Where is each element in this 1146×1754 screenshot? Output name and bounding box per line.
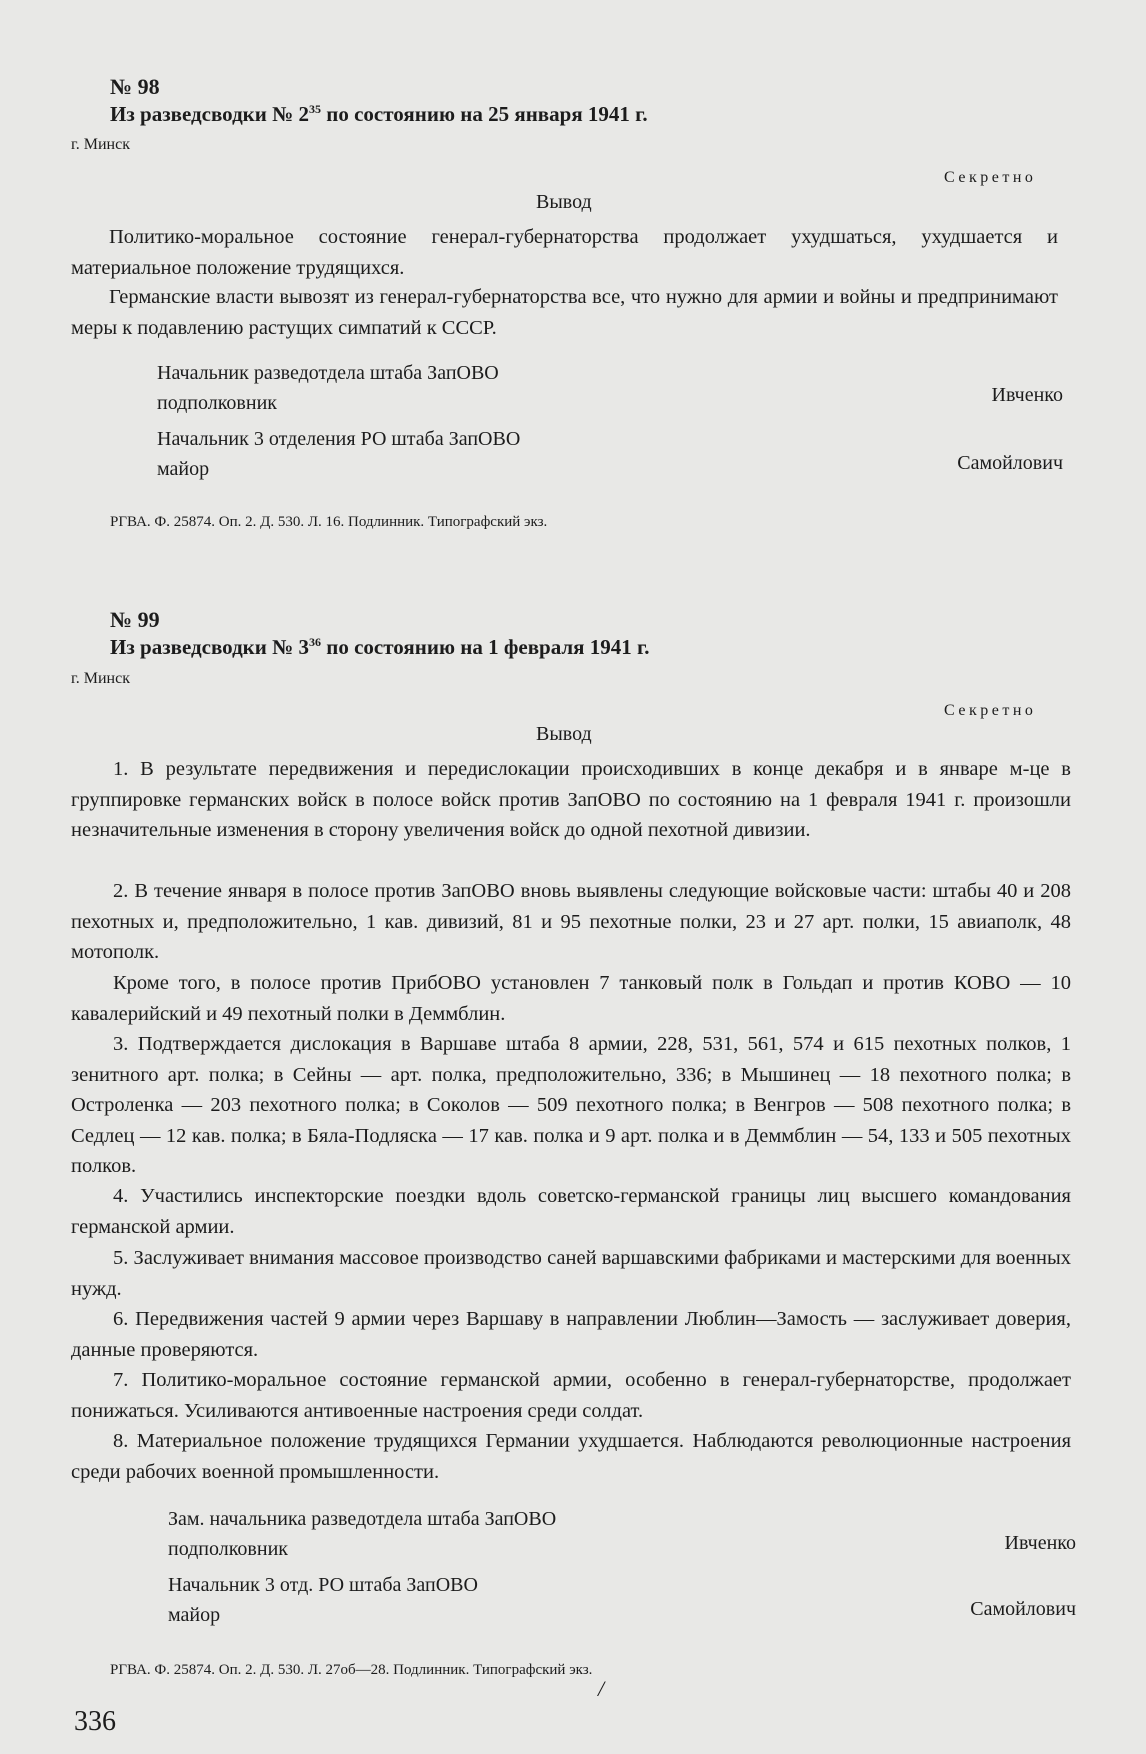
doc99-signature-2-name: Самойлович — [970, 1598, 1076, 1620]
handwritten-mark: / — [598, 1676, 605, 1701]
doc99-place: г. Минск — [71, 670, 130, 687]
doc98-signature-2-title: Начальник 3 отделения РО штаба ЗапОВО — [157, 428, 521, 450]
doc98-place: г. Минск — [71, 136, 130, 153]
doc98-signature-1-name: Ивченко — [991, 384, 1063, 406]
page-number: 336 — [74, 1706, 116, 1737]
doc98-signature-1-title: Начальник разведотдела штаба ЗапОВО — [157, 362, 499, 384]
doc99-source: РГВА. Ф. 25874. Оп. 2. Д. 530. Л. 27об—28. Подлинник. Типографский экз. — [110, 1662, 593, 1678]
doc99-paragraph-5: 4. Участились инспекторские поездки вдоль советско-германской границы лиц высшего командования германской армии. — [71, 1185, 1071, 1238]
doc98-number: № 98 — [110, 74, 160, 99]
doc99-paragraph-6: 5. Заслуживает внимания массовое производство саней варшавскими фабриками и мастерскими для военных нужд. — [71, 1247, 1071, 1300]
doc99-signature-2-title: Начальник 3 отд. РО штаба ЗапОВО — [168, 1574, 478, 1596]
doc99-signature-1-name: Ивченко — [1004, 1532, 1076, 1554]
doc98-signature-2-name: Самойлович — [957, 452, 1063, 474]
doc99-secrecy: Секретно — [944, 702, 1037, 719]
doc99-paragraph-3: Кроме того, в полосе против ПрибОВО установлен 7 танковый полк в Гольдап и против КОВО — 10 кавалерийский и 49 пехотный полки в Деммблин. — [71, 972, 1071, 1025]
doc98-paragraph-2: Германские власти вывозят из генерал-губернаторства все, что нужно для армии и войны и предпринимают меры к подавлению растущих симпатий к СССР. — [71, 286, 1058, 339]
doc99-paragraph-1: 1. В результате передвижения и передислокации происходивших в конце декабря и в январе м-це в группировке германских войск в полосе войск против ЗапОВО по состоянию на 1 февраля 1941 г. произошли незначительные изменения в сторону увеличения войск до одной пехотной дивизии. — [71, 758, 1071, 841]
doc99-heading: Из разведсводки № $3^{36}$ по состоянию на 1 февраля 1941 г. — [110, 635, 650, 659]
doc99-number: № 99 — [110, 607, 160, 632]
doc99-section-title: Вывод — [536, 723, 592, 745]
doc99-paragraph-2: 2. В течение января в полосе против ЗапОВО вновь выявлены следующие войсковые части: штабы 40 и 208 пехотных и, предположительно, 1 кав. дивизий, 81 и 95 пехотные полки, 23 и 27 арт. полки, 15 авиаполк, 48 мотополк. — [71, 880, 1071, 963]
doc99-paragraph-7: 6. Передвижения частей 9 армии через Варшаву в направлении Люблин—Замость — заслуживает доверия, данные проверяются. — [71, 1308, 1071, 1361]
doc99-paragraph-9: 8. Материальное положение трудящихся Германии ухудшается. Наблюдаются революционные настроения среди рабочих военной промышленности. — [71, 1430, 1071, 1483]
doc98-heading: Из разведсводки № $2^{35}$ по состоянию на 25 января 1941 г. — [110, 102, 648, 126]
doc98-secrecy: Секретно — [944, 169, 1037, 186]
doc98-signature-2-rank: майор — [157, 458, 210, 480]
doc98-source: РГВА. Ф. 25874. Оп. 2. Д. 530. Л. 16. Подлинник. Типографский экз. — [110, 514, 548, 530]
doc98-signature-1-rank: подполковник — [157, 392, 277, 414]
doc99-signature-2-rank: майор — [168, 1604, 221, 1626]
doc99-paragraph-8: 7. Политико-моральное состояние германской армии, особенно в генерал-губернаторстве, продолжает понижаться. Усиливаются антивоенные настроения среди солдат. — [71, 1369, 1071, 1422]
doc99-signature-1-rank: подполковник — [168, 1538, 288, 1560]
doc98-section-title: Вывод — [536, 191, 592, 213]
doc98-paragraph-1: Политико-моральное состояние генерал-губернаторства продолжает ухудшаться, ухудшается и материальное положение трудящихся. — [71, 226, 1058, 279]
doc99-paragraph-4: 3. Подтверждается дислокация в Варшаве штаба 8 армии, 228, 531, 561, 574 и 615 пехотных полков, 1 зенитного арт. полка; в Сейны — арт. полка, предположительно, 336; в Мышинец — 18 пехотного полка; в Остроленка — 203 пехотного полка; в Соколов — 509 пехотного полка; в Венгров — 508 пехотного полка; в Седлец — 12 кав. полка; в Бяла-Подляска — 17 кав. полка и 9 арт. полка и в Деммблин — 54, 133 и 505 пехотных полков. — [71, 1033, 1071, 1177]
doc99-signature-1-title: Зам. начальника разведотдела штаба ЗапОВО — [168, 1508, 557, 1530]
